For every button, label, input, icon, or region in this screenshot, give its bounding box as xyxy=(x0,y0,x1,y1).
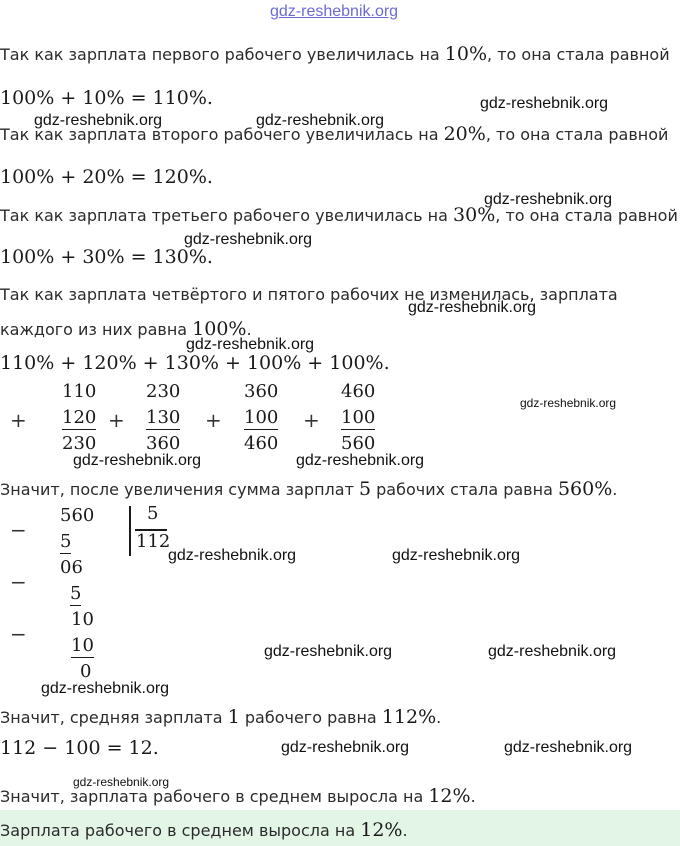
plus-sign: + xyxy=(108,408,125,432)
math-percent: 100% xyxy=(192,318,247,340)
sum-expression: 110% + 120% + 130% + 100% + 100%. xyxy=(0,352,390,374)
plus-sign: + xyxy=(10,408,27,432)
addend-value: 130 xyxy=(146,407,181,428)
plus-sign: + xyxy=(303,408,320,432)
remainder-1: 06 xyxy=(60,557,83,578)
text-span: Значит, зарплата рабочего в среднем выросла на xyxy=(0,787,429,806)
addition-mid xyxy=(62,407,96,428)
text-span: рабочего равна xyxy=(239,708,382,727)
answer-line xyxy=(0,819,408,841)
text-span: . xyxy=(470,787,476,806)
addition-mid xyxy=(244,407,278,428)
subtrahend-value: 5 xyxy=(70,583,82,604)
math-percent: 30% xyxy=(453,204,496,226)
minus-sign: − xyxy=(10,570,27,594)
watermark: gdz-reshebnik.org xyxy=(184,231,313,248)
text-line-1 xyxy=(0,43,670,65)
text-span: каждого из них равна xyxy=(0,320,193,339)
addition-res: 560 xyxy=(341,433,376,454)
dividend: 560 xyxy=(60,505,95,526)
text-span: Зарплата рабочего в среднем выросла на xyxy=(0,821,361,840)
math-number: 5 xyxy=(358,478,372,500)
average-line xyxy=(0,706,441,728)
text-line-4: Так как зарплата четвёртого и пятого рабочих не изменилась, зарплата xyxy=(0,285,618,304)
division-bar-vertical xyxy=(129,506,131,556)
math-percent: 560% xyxy=(557,478,613,500)
watermark: gdz-reshebnik.org xyxy=(264,643,393,660)
text-span: Так как зарплата третьего рабочего увеличилась на xyxy=(0,206,454,225)
text-span: рабочих стала равна xyxy=(371,480,558,499)
watermark: gdz-reshebnik.org xyxy=(488,643,617,660)
addend-value: 100 xyxy=(341,407,376,428)
watermark: gdz-reshebnik.org xyxy=(296,452,425,469)
text-span: Так как зарплата первого рабочего увеличилась на xyxy=(0,45,445,64)
watermark: gdz-reshebnik.org xyxy=(480,95,609,112)
math-percent: 20% xyxy=(443,123,486,145)
math-line-2: 100% + 20% = 120%. xyxy=(0,166,213,188)
remainder-2: 10 xyxy=(71,609,94,630)
text-span: . xyxy=(612,480,618,499)
math-number: 1 xyxy=(227,706,240,728)
math-line-3: 100% + 30% = 130%. xyxy=(0,246,213,268)
quotient: 112 xyxy=(136,531,171,552)
watermark: gdz-reshebnik.org xyxy=(520,396,617,410)
watermark: gdz-reshebnik.org xyxy=(73,775,170,789)
text-span: Значит, после увеличения сумма зарплат xyxy=(0,480,359,499)
watermark: gdz-reshebnik.org xyxy=(281,739,410,756)
watermark: gdz-reshebnik.org xyxy=(186,336,315,353)
watermark: gdz-reshebnik.org xyxy=(168,547,297,564)
growth-line xyxy=(0,785,476,807)
text-span: . xyxy=(436,708,442,727)
addition-res: 360 xyxy=(146,433,181,454)
divisor: 5 xyxy=(147,503,159,524)
text-span: . xyxy=(402,821,408,840)
subtrahend-2 xyxy=(70,583,81,604)
watermark: gdz-reshebnik.org xyxy=(484,191,613,208)
addend-value: 120 xyxy=(62,407,97,428)
minus-sign: − xyxy=(10,622,27,646)
watermark: gdz-reshebnik.org xyxy=(504,739,633,756)
math-percent: 12% xyxy=(360,819,403,841)
difference-expression: 112 − 100 = 12. xyxy=(0,737,159,759)
watermark: gdz-reshebnik.org xyxy=(73,452,202,469)
addition-res: 460 xyxy=(244,433,279,454)
watermark: gdz-reshebnik.org xyxy=(41,680,170,697)
text-span: . xyxy=(246,320,252,339)
addition-mid xyxy=(341,407,375,428)
minus-sign: − xyxy=(10,518,27,542)
addition-top: 360 xyxy=(244,381,279,402)
addition-top: 230 xyxy=(146,381,181,402)
watermark-link[interactable]: gdz-reshebnik.org xyxy=(270,3,399,20)
math-percent: 112% xyxy=(381,706,437,728)
math-line-1: 100% + 10% = 110%. xyxy=(0,87,213,109)
watermark: gdz-reshebnik.org xyxy=(256,112,385,129)
subtrahend-3 xyxy=(71,635,94,656)
text-span: , то она стала равной xyxy=(495,206,678,225)
subtrahend-1 xyxy=(60,531,71,552)
text-span: , то она стала равной xyxy=(485,125,669,144)
addition-mid xyxy=(146,407,180,428)
addition-top: 110 xyxy=(62,381,97,402)
text-span: , то она стала равной xyxy=(487,45,670,64)
watermark: gdz-reshebnik.org xyxy=(392,547,521,564)
text-line-2 xyxy=(0,123,668,145)
remainder-3: 0 xyxy=(80,661,92,682)
text-line-3 xyxy=(0,204,678,226)
subtrahend-value: 10 xyxy=(71,635,94,656)
math-percent: 10% xyxy=(444,43,488,65)
watermark: gdz-reshebnik.org xyxy=(408,299,537,316)
watermark: gdz-reshebnik.org xyxy=(34,112,163,129)
text-span: Так как зарплата второго рабочего увеличилась на xyxy=(0,125,444,144)
addition-top: 460 xyxy=(341,381,376,402)
addend-value: 100 xyxy=(244,407,279,428)
addition-res: 230 xyxy=(62,433,97,454)
subtrahend-value: 5 xyxy=(60,531,72,552)
sum-result-line xyxy=(0,478,617,500)
text-span: Значит, средняя зарплата xyxy=(0,708,228,727)
plus-sign: + xyxy=(205,408,222,432)
math-percent: 12% xyxy=(428,785,471,807)
